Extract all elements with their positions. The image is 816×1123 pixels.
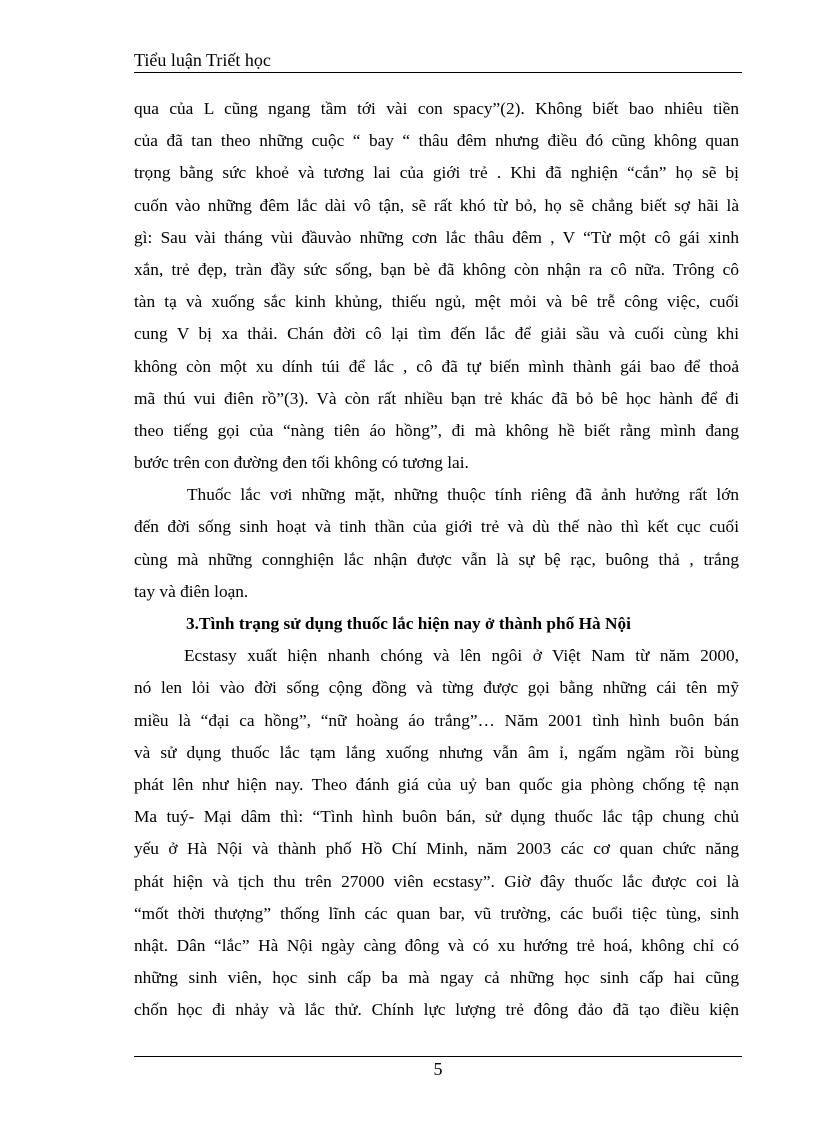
text-line: của đã tan theo những cuộc “ bay “ thâu đêm nhưng điều đó cũng không quan xyxy=(134,131,739,151)
text-line: và sử dụng thuốc lắc tạm lắng xuống nhưng vẫn âm ỉ, ngấm ngầm rồi bùng xyxy=(134,742,739,762)
paragraph-1 xyxy=(134,93,739,479)
text-line: Ma tuý- Mại dâm thì: “Tình hình buôn bán, sử dụng thuốc lắc tập chung chủ xyxy=(134,807,739,827)
document-title: Tiểu luận Triết học xyxy=(134,50,271,70)
text-line: “mốt thời thượng” thống lĩnh các quan bar, vũ trường, các buổi tiệc tùng, sinh xyxy=(134,903,739,923)
paragraph-2 xyxy=(134,479,739,608)
text-line: phát lên như hiện nay. Theo đánh giá của uỷ ban quốc gia phòng chống tệ nạn xyxy=(134,774,739,794)
text-line: không còn một xu dính túi để lắc , cô đã tự biến mình thành gái bao để thoả xyxy=(134,356,739,376)
text-line: miều là “đại ca hồng”, “nữ hoàng áo trắng”… Năm 2001 tình hình buôn bán xyxy=(134,710,739,730)
text-line: cung V bị xa thải. Chán đời cô lại tìm đến lắc để giải sầu và cuối cùng khi xyxy=(134,324,739,344)
page-number: 5 xyxy=(433,1059,443,1079)
text-line: xắn, trẻ đẹp, tràn đầy sức sống, bạn bè đã không còn nhận ra cô nữa. Trông cô xyxy=(134,259,739,279)
text-line: Thuốc lắc vơi những mặt, những thuộc tính riêng đã ảnh hưởng rất lớn xyxy=(187,485,739,505)
text-line: chốn học đi nhảy và lắc thử. Chính lực lượng trẻ đông đảo đã tạo điều kiện xyxy=(134,1000,739,1020)
text-line: đến đời sống sinh hoạt và tinh thần của giới trẻ và dù thế nào thì kết cục cuối xyxy=(134,517,739,537)
text-line: qua của L cũng ngang tầm tới vài con spacy”(2). Không biết bao nhiêu tiền xyxy=(134,99,739,118)
document-body xyxy=(134,93,739,1026)
text-line: phát hiện và tịch thu trên 27000 viên ecstasy”. Giờ đây thuốc lắc được coi là xyxy=(134,871,739,891)
text-line: nhật. Dân “lắc” Hà Nội ngày càng đông và có xu hướng trẻ hoá, không chỉ có xyxy=(134,935,739,955)
text-line: mã thú vui điên rồ”(3). Và còn rất nhiều bạn trẻ khác đã bỏ bê học hành để đi xyxy=(134,388,739,408)
text-line: yếu ở Hà Nội và thành phố Hồ Chí Minh, năm 2003 các cơ quan chức năng xyxy=(134,839,739,859)
text-line: cùng mà những connghiện lắc nhận được vẫn là sự bệ rạc, buông thả , trắng xyxy=(134,549,739,569)
page-header xyxy=(134,48,742,73)
text-line: theo tiếng gọi của “nàng tiên áo hồng”, đi mà không hề biết rằng mình đang xyxy=(134,420,739,440)
text-line: bước trên con đường đen tối không có tương lai. xyxy=(134,453,469,473)
text-line: những sinh viên, học sinh cấp ba mà ngay cả những học sinh cấp hai cũng xyxy=(134,968,739,988)
text-line: cuốn vào những đêm lắc dài vô tận, sẽ rất khó từ bỏ, họ sẽ chẳng biết sợ hãi là xyxy=(134,195,739,215)
section-heading: 3.Tình trạng sử dụng thuốc lắc hiện nay ở thành phố Hà Nội xyxy=(186,614,631,633)
paragraph-3 xyxy=(134,640,739,1026)
footer-rule xyxy=(134,1056,742,1057)
text-line: gì: Sau vài tháng vùi đầuvào những cơn lắc thâu đêm , V “Từ một cô gái xinh xyxy=(134,227,739,247)
text-line: trọng bằng sức khoẻ và tương lai của giới trẻ . Khi đã nghiện “cắn” họ sẽ bị xyxy=(134,163,739,183)
text-line: tàn tạ và xuống sắc kinh khủng, thiếu ngủ, mệt mỏi và bê trễ công việc, cuối xyxy=(134,292,739,312)
text-line: nó len lỏi vào đời sống cộng đồng và từng được gọi bằng những cái tên mỹ xyxy=(134,678,739,698)
text-line: Ecstasy xuất hiện nhanh chóng và lên ngôi ở Việt Nam từ năm 2000, xyxy=(184,646,739,666)
text-line: tay và điên loạn. xyxy=(134,581,249,601)
